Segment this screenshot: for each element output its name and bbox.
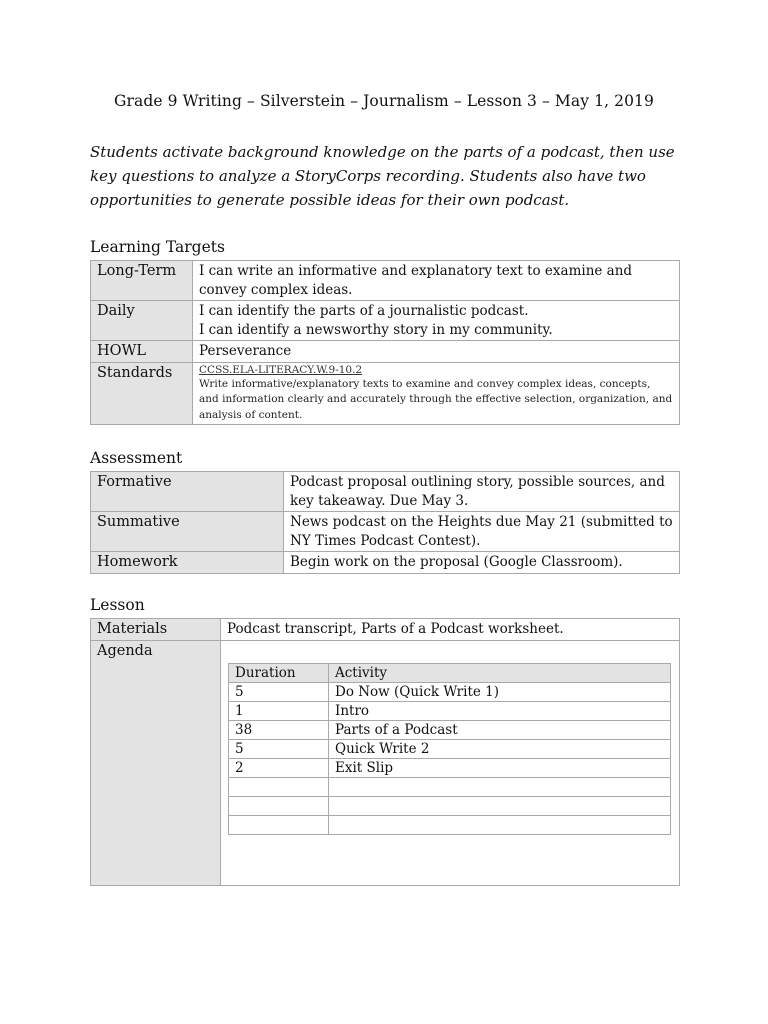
duration-header: Duration xyxy=(229,663,329,682)
table-row xyxy=(91,341,680,363)
agenda-activity: Parts of a Podcast xyxy=(329,720,671,739)
table-row xyxy=(91,261,680,301)
summative-value: News podcast on the Heights due May 21 (submitted to NY Times Podcast Contest). xyxy=(284,512,680,552)
agenda-header-row xyxy=(229,663,671,682)
agenda-activity: Exit Slip xyxy=(329,758,671,777)
table-row xyxy=(91,640,680,885)
activity-header: Activity xyxy=(329,663,671,682)
assessment-heading: Assessment xyxy=(90,449,183,467)
agenda-activity: Quick Write 2 xyxy=(329,739,671,758)
agenda-duration: 38 xyxy=(229,720,329,739)
table-row xyxy=(91,301,680,341)
howl-value: Perseverance xyxy=(193,341,680,363)
assessment-table xyxy=(90,471,680,574)
page-title: Grade 9 Writing – Silverstein – Journalism – Lesson 3 – May 1, 2019 xyxy=(114,92,654,110)
agenda-activity xyxy=(329,796,671,815)
table-row xyxy=(91,362,680,425)
table-row xyxy=(91,619,680,641)
standards-label: Standards xyxy=(91,362,193,425)
agenda-row xyxy=(229,720,671,739)
daily-label: Daily xyxy=(91,301,193,341)
table-row xyxy=(91,552,680,574)
materials-label: Materials xyxy=(91,619,221,641)
agenda-duration: 1 xyxy=(229,701,329,720)
learning-targets-heading: Learning Targets xyxy=(90,238,225,256)
howl-label: HOWL xyxy=(91,341,193,363)
homework-label: Homework xyxy=(91,552,284,574)
table-row xyxy=(91,472,680,512)
agenda-duration xyxy=(229,815,329,834)
agenda-row xyxy=(229,777,671,796)
agenda-row xyxy=(229,796,671,815)
lesson-table xyxy=(90,618,680,886)
agenda-duration xyxy=(229,796,329,815)
agenda-duration: 5 xyxy=(229,682,329,701)
standards-value xyxy=(193,362,680,425)
agenda-duration xyxy=(229,777,329,796)
agenda-row xyxy=(229,682,671,701)
long-term-value: I can write an informative and explanatory text to examine and convey complex ideas. xyxy=(193,261,680,301)
table-row xyxy=(91,512,680,552)
daily-value xyxy=(193,301,680,341)
agenda-duration: 2 xyxy=(229,758,329,777)
formative-label: Formative xyxy=(91,472,284,512)
lesson-summary: Students activate background knowledge on the parts of a podcast, then use key questions to analyze a StoryCorps recording. Students also have two opportunities to generate possible ideas for their own podcast. xyxy=(90,143,675,209)
formative-value: Podcast proposal outlining story, possible sources, and key takeaway. Due May 3. xyxy=(284,472,680,512)
agenda-activity: Do Now (Quick Write 1) xyxy=(329,682,671,701)
summative-label: Summative xyxy=(91,512,284,552)
agenda-row xyxy=(229,758,671,777)
daily-target-2: I can identify a newsworthy story in my community. xyxy=(199,321,553,338)
agenda-cell xyxy=(221,640,680,885)
agenda-row xyxy=(229,815,671,834)
homework-value: Begin work on the proposal (Google Classroom). xyxy=(284,552,680,574)
lesson-heading: Lesson xyxy=(90,596,145,614)
agenda-activity xyxy=(329,815,671,834)
daily-target-1: I can identify the parts of a journalistic podcast. xyxy=(199,303,529,319)
learning-targets-table xyxy=(90,260,680,425)
agenda-table xyxy=(228,663,671,835)
standards-code-link[interactable]: CCSS.ELA-LITERACY.W.9-10.2 xyxy=(199,363,363,376)
agenda-row xyxy=(229,701,671,720)
agenda-activity: Intro xyxy=(329,701,671,720)
agenda-row xyxy=(229,739,671,758)
agenda-activity xyxy=(329,777,671,796)
materials-value: Podcast transcript, Parts of a Podcast worksheet. xyxy=(221,619,680,641)
standards-description: Write informative/explanatory texts to examine and convey complex ideas, concepts, and information clearly and accurately through the effective selection, organization, and analysis of content. xyxy=(199,377,673,421)
long-term-label: Long-Term xyxy=(91,261,193,301)
agenda-duration: 5 xyxy=(229,739,329,758)
agenda-label: Agenda xyxy=(91,640,221,885)
